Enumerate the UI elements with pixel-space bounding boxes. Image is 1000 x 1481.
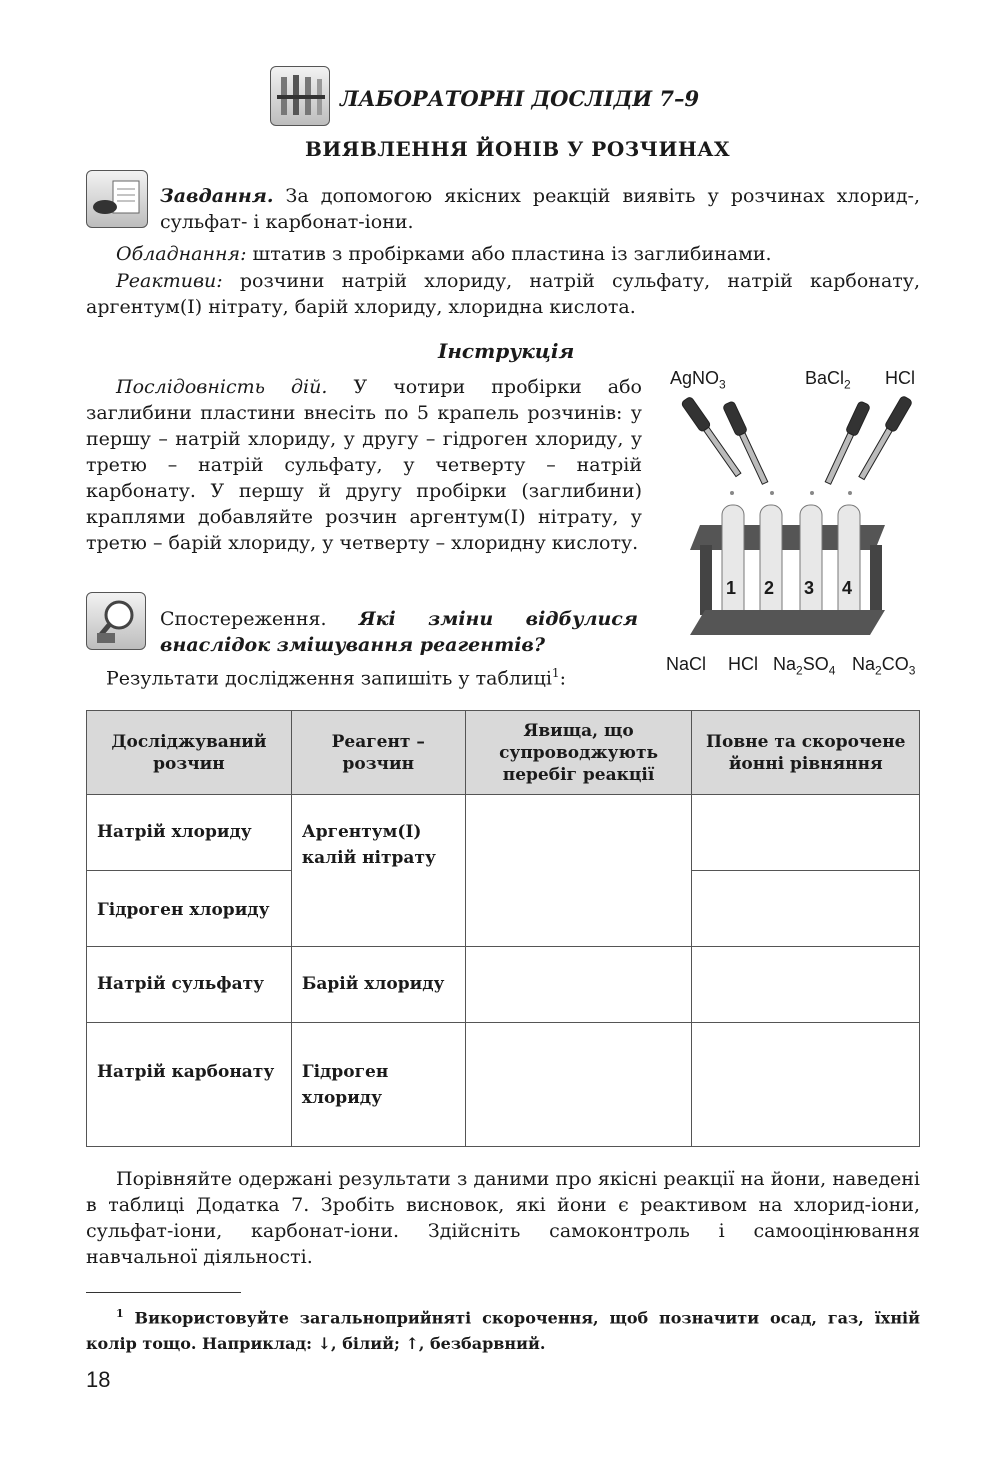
label-bacl2: BaCl$_2$	[805, 368, 851, 392]
observation-icon	[86, 592, 146, 650]
cell-solution: Натрій карбонату	[87, 1023, 292, 1147]
task-text: За допомогою якісних реакцій виявіть у розчинах хлорид-, сульфат- і карбонат-іони.	[160, 185, 920, 233]
task-icon	[86, 170, 148, 228]
observation-question: Які зміни відбулися внаслідок змішування реагентів?	[160, 608, 638, 656]
equipment-text: штатив з пробірками або пластина із заглибинами.	[246, 243, 772, 265]
lab-title: ЛАБОРАТОРНІ ДОСЛІДИ 7–9	[340, 86, 700, 111]
cell-reagent: Барій хлориду	[291, 947, 465, 1023]
table-header-row	[87, 711, 920, 795]
sequence-paragraph	[86, 374, 642, 556]
tube-number-4: 4	[842, 578, 853, 598]
table-row	[87, 1023, 920, 1147]
footnote-divider	[86, 1292, 241, 1293]
label-nacl: NaCl	[666, 654, 707, 674]
observation-label: Спостереження.	[160, 608, 327, 630]
cell-equation[interactable]	[692, 795, 920, 871]
tube-number-2: 2	[764, 578, 775, 598]
task-label: Завдання.	[160, 185, 274, 207]
footnote-mark: 1	[116, 1307, 124, 1320]
header-phenomena: Явища, що супроводжують перебіг реакції	[465, 711, 692, 795]
conclusion-paragraph: Порівняйте одержані результати з даними про якісні реакції на йони, наведені в таблиці Додатка 7. Зробіть висновок, які йони є реактивом на хлорид-іони, сульфат-іони, карбонат-іони. Здійсніть самоконтроль і самооцінювання навчальної діяльності.	[86, 1168, 920, 1268]
page-title: ВИЯВЛЕННЯ ЙОНІВ У РОЗЧИНАХ	[305, 137, 731, 161]
results-colon: :	[559, 667, 566, 690]
header-reagent: Реагент – розчин	[291, 711, 465, 795]
results-table	[86, 710, 920, 1147]
task-paragraph	[160, 183, 920, 235]
reagents-label: Реактиви:	[116, 270, 223, 292]
footnote	[86, 1301, 920, 1357]
label-hcl-top: HCl	[885, 368, 915, 388]
test-tube-rack-figure	[660, 395, 930, 650]
sequence-label: Послідовність дій.	[116, 376, 328, 398]
cell-equation[interactable]	[692, 947, 920, 1023]
footnote-text: Використовуйте загальноприйняті скорочення, щоб позначити осад, газ, їхній колір тощо. Наприклад: ↓, білий; ↑, безбарвний.	[86, 1308, 920, 1354]
label-na2co3: $Na_2CO_3$	[852, 654, 916, 678]
cell-solution: Гідроген хлориду	[87, 871, 292, 947]
cell-reagent: Гідроген хлориду	[291, 1023, 465, 1147]
lab-icon	[270, 66, 330, 126]
cell-phenomena[interactable]	[465, 795, 692, 947]
tube-number-3: 3	[804, 578, 815, 598]
cell-solution: Натрій сульфату	[87, 947, 292, 1023]
header-equations: Повне та скорочене йонні рівняння	[692, 711, 920, 795]
cell-equation[interactable]	[692, 871, 920, 947]
observation-paragraph	[160, 606, 638, 658]
label-na2so4: $Na_2SO_4$	[773, 654, 836, 678]
cell-solution: Натрій хлориду	[87, 795, 292, 871]
cell-reagent: Аргентум(I) калій нітрату	[291, 795, 465, 947]
table-row	[87, 795, 920, 871]
equipment-paragraph	[86, 241, 920, 267]
results-line	[106, 660, 566, 691]
cell-equation[interactable]	[692, 1023, 920, 1147]
page-number: 18	[86, 1367, 111, 1392]
table-row	[87, 947, 920, 1023]
equipment-label: Обладнання:	[116, 243, 247, 265]
sequence-text: У чотири пробірки або заглибини пластини внесіть по 5 крапель розчинів: у першу – натрій хлориду, у другу – гідроген хлориду, у третю – натрій сульфату, у четверту – натрій карбонату. У першу й другу пробірки (заглибини) краплями добавляйте розчин аргентум(I) нітрату, у третю – барій хлориду, у четверту – хлоридну кислоту.	[86, 376, 642, 554]
label-hcl-bottom: HCl	[728, 654, 758, 674]
results-text: Результати дослідження запишіть у таблиці	[106, 667, 552, 690]
cell-phenomena[interactable]	[465, 947, 692, 1023]
reagents-paragraph	[86, 268, 920, 320]
header-solution: Досліджуваний розчин	[87, 711, 292, 795]
results-footnote-mark: 1	[551, 666, 560, 680]
reagents-text: розчини натрій хлориду, натрій сульфату, натрій карбонату, аргентум(I) нітрату, барій хлориду, хлоридна кислота.	[86, 270, 920, 318]
tube-number-1: 1	[726, 578, 737, 598]
cell-phenomena[interactable]	[465, 1023, 692, 1147]
label-agno3: AgNO$_3$	[670, 368, 726, 392]
instruction-heading: Інструкція	[438, 339, 575, 363]
